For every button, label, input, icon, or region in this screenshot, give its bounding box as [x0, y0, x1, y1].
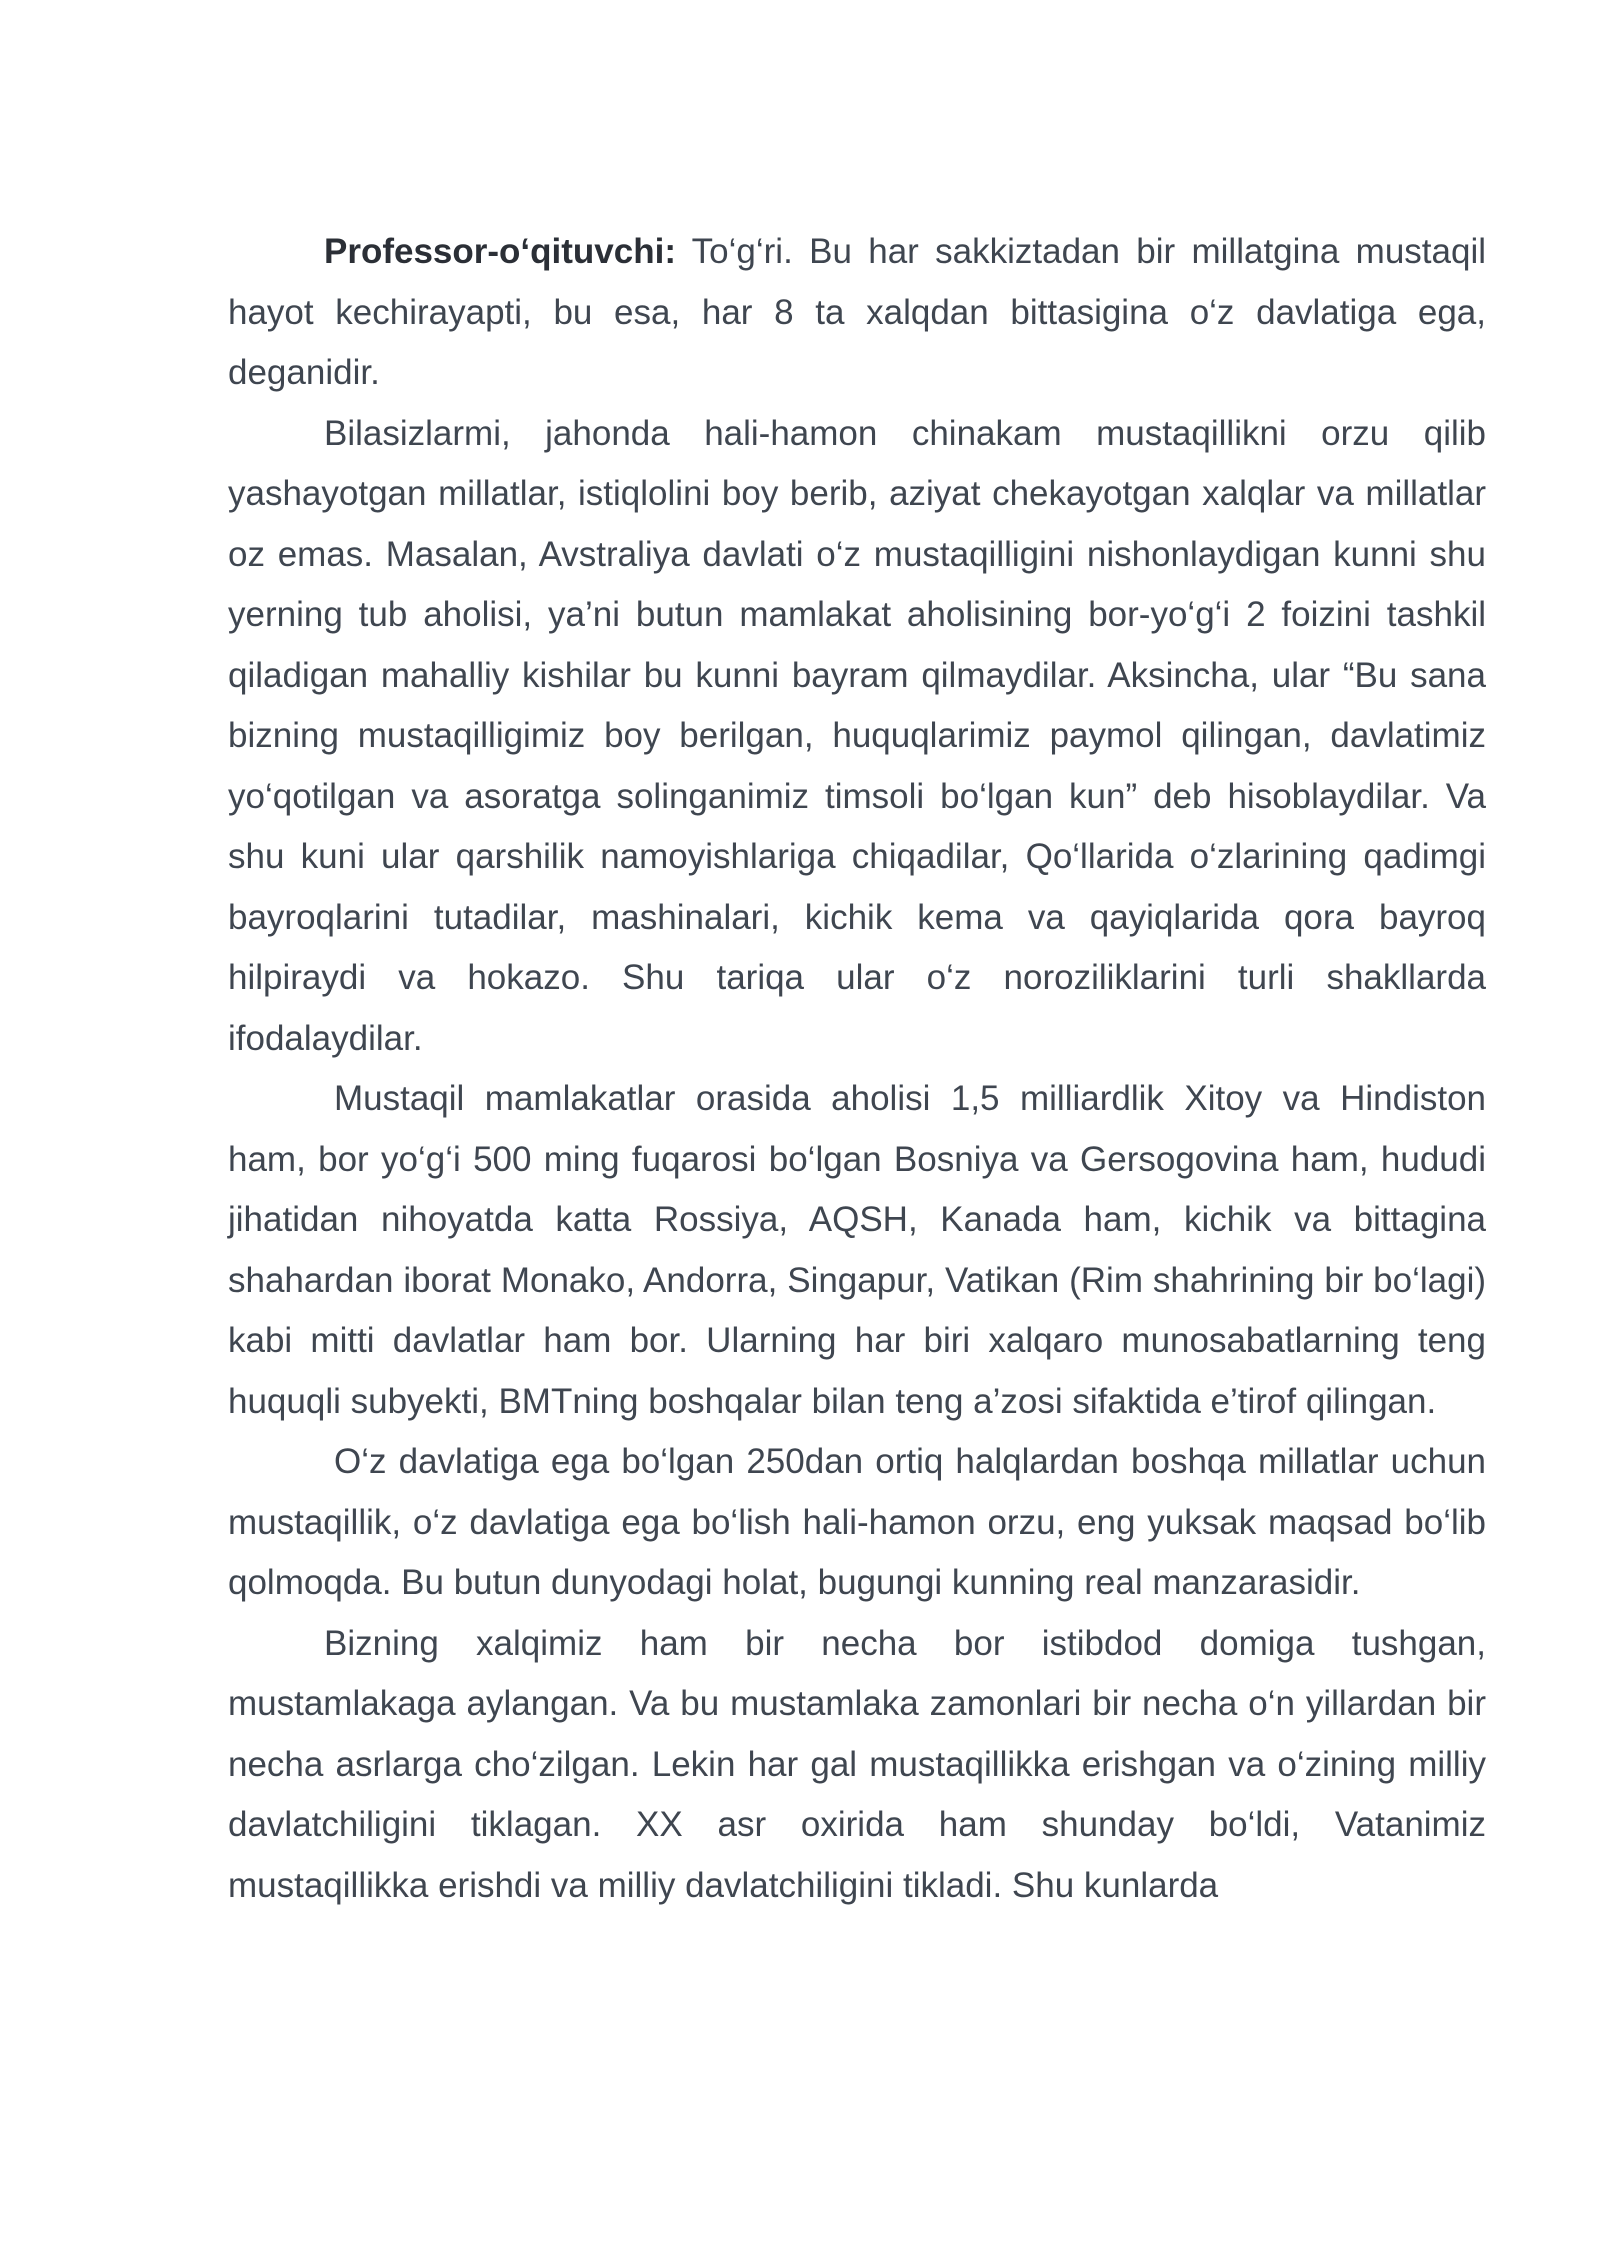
- paragraph-3: Mustaqil mamlakatlar orasida aholisi 1,5 milliardlik Xitoy va Hindiston ham, bor yo‘g‘i 500 ming fuqarosi bo‘lgan Bosniya va Gersogovina ham, hududi jihatidan nihoyatda katta Rossiya, AQSH, Kanada ham, kichik va bittagina shahardan iborat Monako, Andorra, Singapur, Vatikan (Rim shahrining bir bo‘lagi) kabi mitti davlatlar ham bor. Ularning har biri xalqaro munosabatlarning teng huquqli subyekti, BMTning boshqalar bilan teng a’zosi sifaktida e’tirof qilingan.: [228, 1079, 1486, 1421]
- paragraph-1: [228, 222, 1486, 404]
- speaker-label: Professor-o‘qituvchi:: [324, 232, 676, 271]
- paragraph-1-text: To‘g‘ri. Bu har sakkiztadan bir millatgina mustaqil hayot kechirayapti, bu esa, har 8 ta xalqdan bittasigina o‘z davlatiga ega, deganidir.: [228, 232, 1486, 392]
- paragraph-4: O‘z davlatiga ega bo‘lgan 250dan ortiq halqlardan boshqa millatlar uchun mustaqillik, o‘z davlatiga ega bo‘lish hali-hamon orzu, eng yuksak maqsad bo‘lib qolmoqda. Bu butun dunyodagi holat, bugungi kunning real manzarasidir.: [228, 1442, 1486, 1602]
- document-page: [228, 222, 1486, 1916]
- paragraph-2: Bilasizlarmi, jahonda hali-hamon chinakam mustaqillikni orzu qilib yashayotgan millatlar, istiqlolini boy berib, aziyat chekayotgan xalqlar va millatlar oz emas. Masalan, Avstraliya davlati o‘z mustaqilligini nishonlaydigan kunni shu yerning tub aholisi, ya’ni butun mamlakat aholisining bor-yo‘g‘i 2 foizini tashkil qiladigan mahalliy kishilar bu kunni bayram qilmaydilar. Aksincha, ular “Bu sana bizning mustaqilligimiz boy berilgan, huquqlarimiz paymol qilingan, davlatimiz yo‘qotilgan va asoratga solinganimiz timsoli bo‘lgan kun” deb hisoblaydilar. Va shu kuni ular qarshilik namoyishlariga chiqadilar, Qo‘llarida o‘zlarining qadimgi bayroqlarini tutadilar, mashinalari, kichik kema va qayiqlarida qora bayroq hilpiraydi va hokazo. Shu tariqa ular o‘z noroziliklarini turli shakllarda ifodalaydilar.: [228, 413, 1486, 1058]
- paragraph-5: Bizning xalqimiz ham bir necha bor istibdod domiga tushgan, mustamlakaga aylangan. Va bu mustamlaka zamonlari bir necha o‘n yillardan bir necha asrlarga cho‘zilgan. Lekin har gal mustaqillikka erishgan va o‘zining milliy davlatchiligini tiklagan. XX asr oxirida ham shunday bo‘ldi, Vatanimiz mustaqillikka erishdi va milliy davlatchiligini tikladi. Shu kunlarda: [228, 1623, 1486, 1905]
